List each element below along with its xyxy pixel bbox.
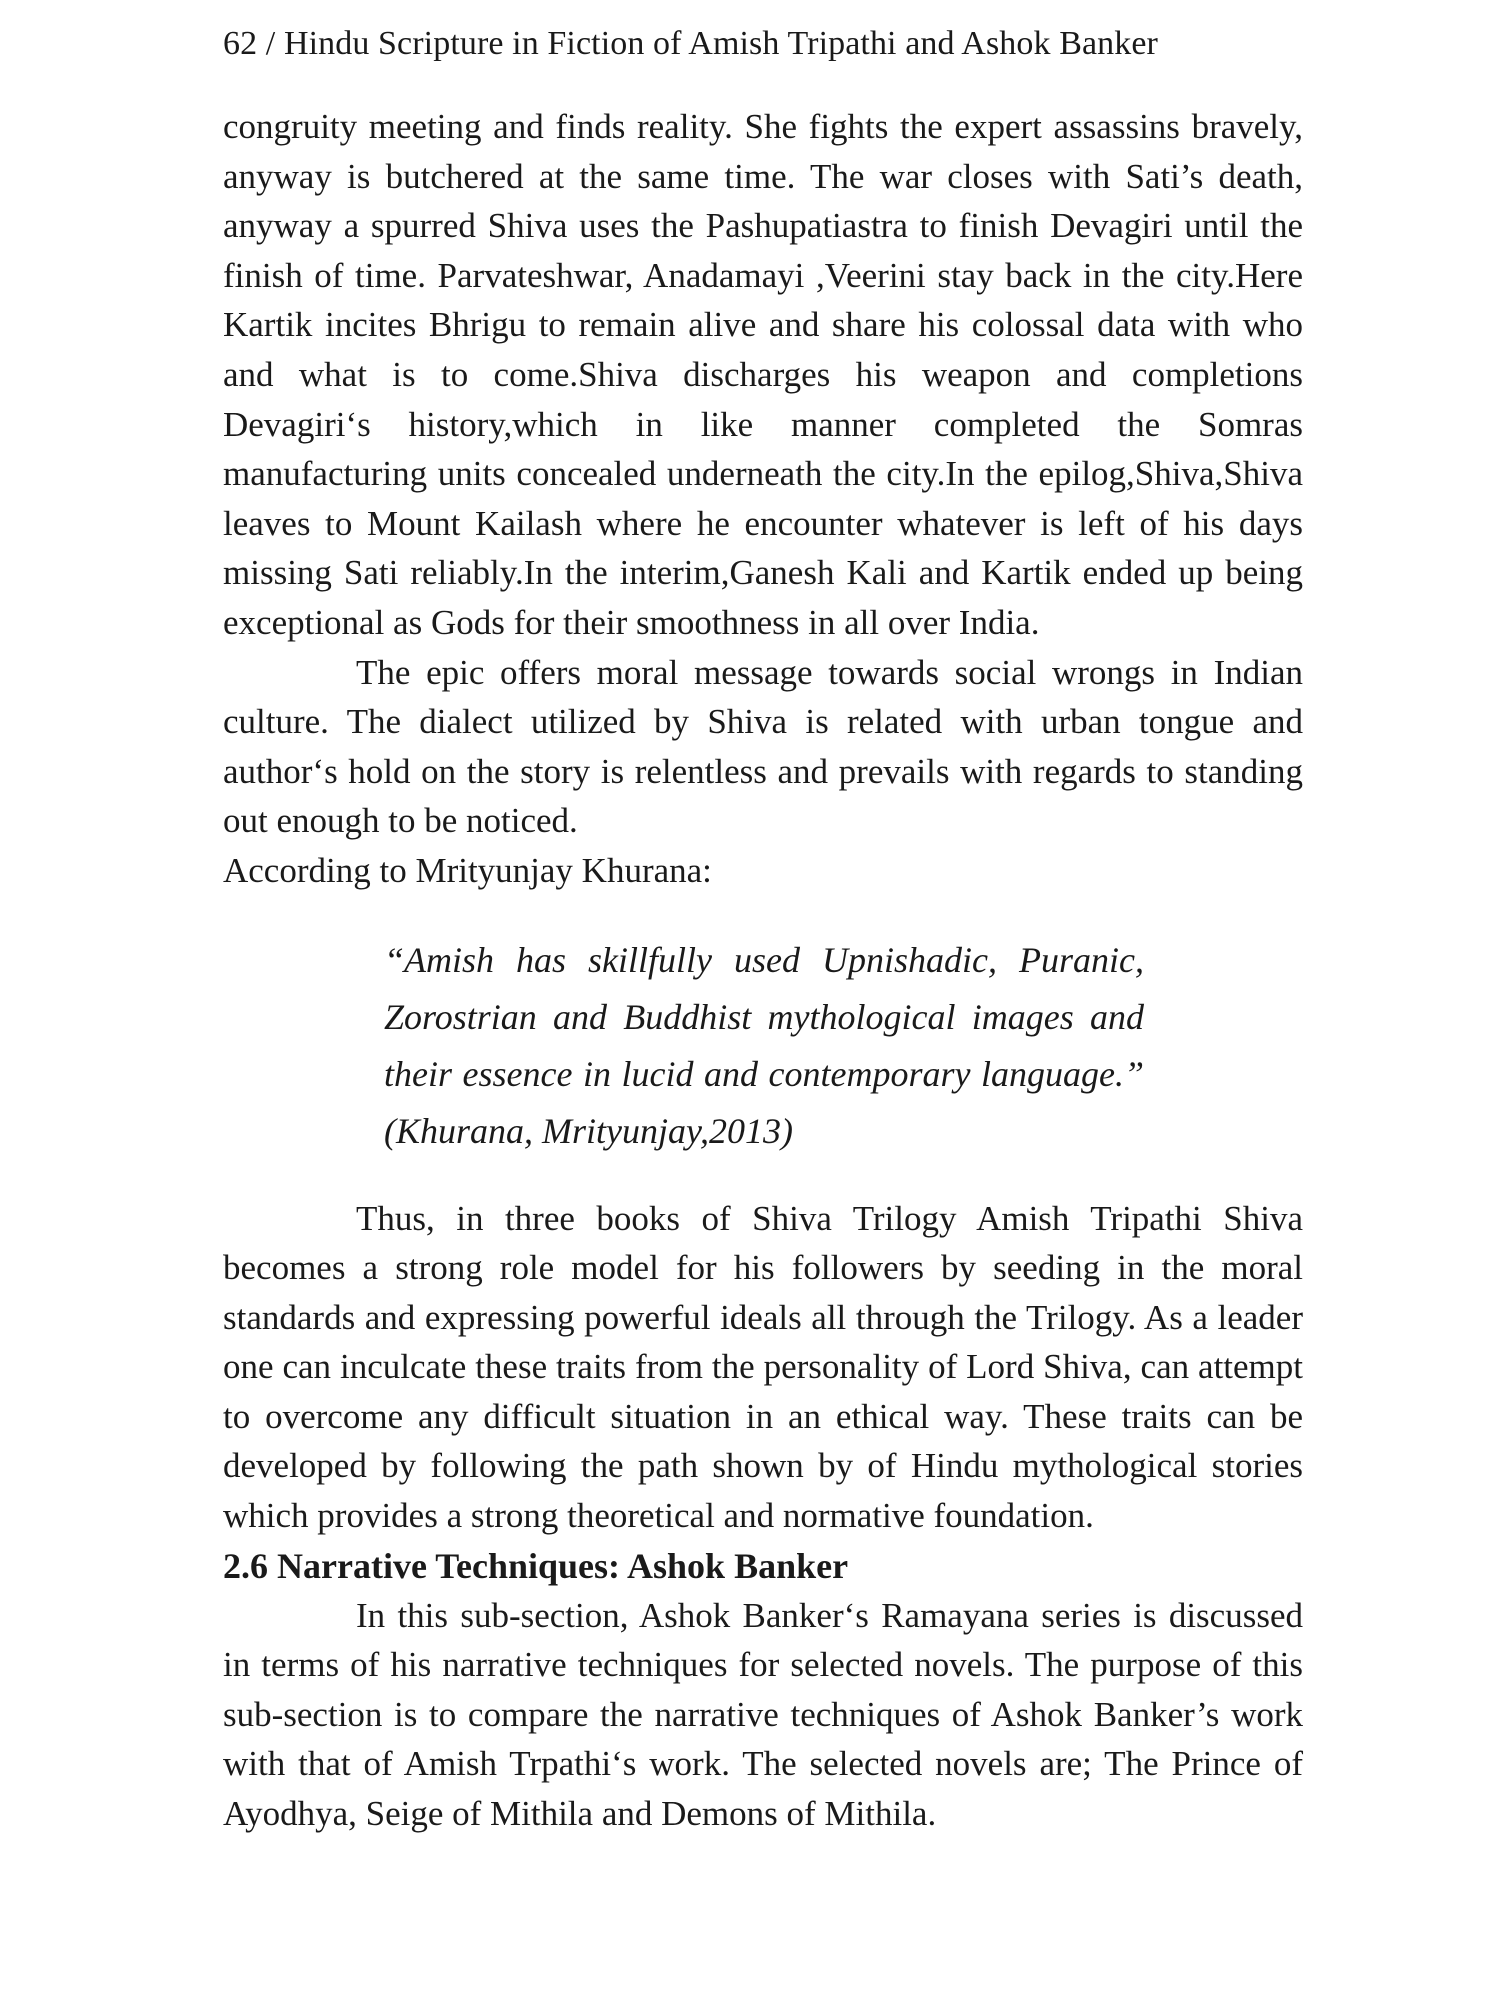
quote-attribution: According to Mrityunjay Khurana: <box>223 850 712 890</box>
book-page <box>223 22 1303 1839</box>
running-header: 62 / Hindu Scripture in Fiction of Amish Tripathi and Ashok Banker <box>223 25 1158 62</box>
body-paragraph-5: In this sub-section, Ashok Banker‘s Ramayana series is discussed in terms of his narrative techniques for selected novels. The purpose of this sub-section is to compare the narrative techniques of Ashok Banker’s work with that of Amish Trpathi‘s work. The selected novels are; The Prince of Ayodhya, Seige of Mithila and Demons of Mithila. <box>223 1595 1303 1834</box>
body-paragraph-1: congruity meeting and finds reality. She fights the expert assassins bravely, anyway is butchered at the same time. The war closes with Sati’s death, anyway a spurred Shiva uses the Pashupatiastra to finish Devagiri until the finish of time. Parvateshwar, Anadamayi ,Veerini stay back in the city.Here Kartik incites Bhrigu to remain alive and share his colossal data with who and what is to come.Shiva discharges his weapon and completions Devagiri‘s history,which in like manner completed the Somras manufacturing units concealed underneath the city.In the epilog,Shiva,Shiva leaves to Mount Kailash where he encounter whatever is left of his days missing Sati reliably.In the interim,Ganesh Kali and Kartik ended up being exceptional as Gods for their smoothness in all over India. <box>223 107 1303 642</box>
body-paragraph-4: Thus, in three books of Shiva Trilogy Amish Tripathi Shiva becomes a strong role model for his followers by seeding in the moral standards and expressing powerful ideals all through the Trilogy. As a leader one can inculcate these traits from the personality of Lord Shiva, can attempt to overcome any difficult situation in an ethical way. These traits can be developed by following the path shown by of Hindu mythological stories which provides a strong theoretical and normative foundation. <box>223 1198 1303 1536</box>
block-quote: “Amish has skillfully used Upnishadic, Puranic, Zorostrian and Buddhist mythological images and their essence in lucid and contemporary language.” (Khurana, Mrityunjay,2013) <box>384 939 1144 1151</box>
body-paragraph-2: The epic offers moral message towards social wrongs in Indian culture. The dialect utilized by Shiva is related with urban tongue and author‘s hold on the story is relentless and prevails with regards to standing out enough to be noticed. <box>223 652 1303 841</box>
section-heading: 2.6 Narrative Techniques: Ashok Banker <box>223 1545 849 1586</box>
